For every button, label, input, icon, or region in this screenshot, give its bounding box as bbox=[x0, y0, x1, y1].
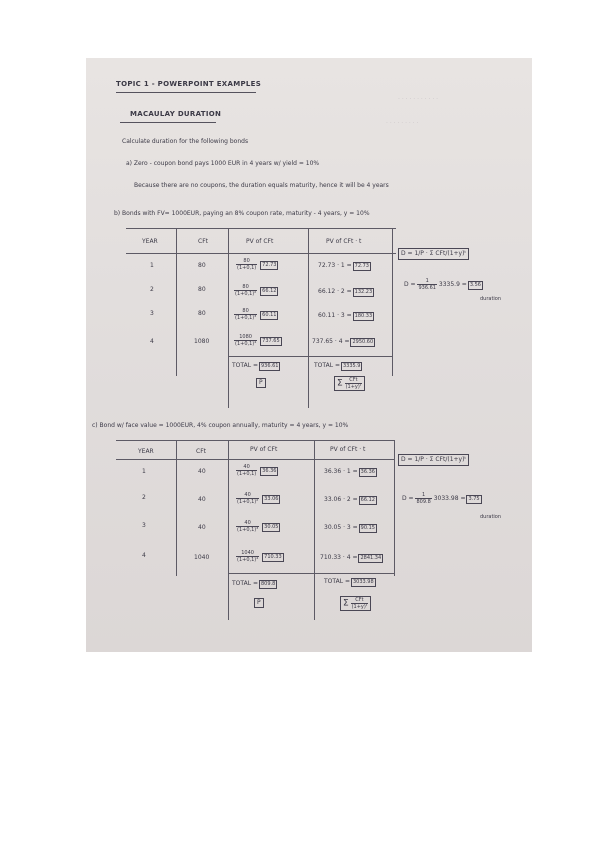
pv-t-cell: 60.11 · 3 = 180.33 bbox=[318, 312, 373, 319]
year-cell: 3 bbox=[150, 310, 154, 317]
pv-cell: $\frac{1040}{\text{(1+0,1)⁴}}$ 710.33 bbox=[237, 550, 282, 563]
duration-calculation: D = $\frac{1}{809.8}$ 3033.98 = 3.75 bbox=[402, 492, 480, 505]
pv-t-value-box: 132.23 bbox=[354, 289, 373, 295]
cf-cell: 80 bbox=[198, 310, 206, 317]
pv-t-value-box: 180.33 bbox=[354, 313, 373, 319]
totals-rule bbox=[228, 356, 392, 357]
pv-cell: $\frac{40}{(1+0,1)}$ 36.36 bbox=[237, 464, 277, 477]
pv-cell: $\frac{80}{\text{(1+0,1)²}}$ 66.12 bbox=[235, 284, 277, 297]
total-pv-t-box: 3033.98 bbox=[352, 579, 374, 585]
duration-result-box: 3.75 bbox=[468, 496, 480, 502]
pv-t-value-box: 72.73 bbox=[354, 263, 369, 269]
duration-result-box: 3.56 bbox=[469, 282, 481, 288]
duration-formula-box: D = 1/P · Σ CFt/(1+y)ᵗ bbox=[398, 454, 469, 466]
table-top-rule bbox=[126, 228, 396, 229]
section-underline bbox=[120, 122, 216, 123]
pv-value-box: 30.05 bbox=[264, 524, 279, 530]
year-cell: 3 bbox=[142, 522, 146, 529]
duration-formula-box: D = 1/P · Σ CFt/(1+y)ᵗ bbox=[398, 248, 469, 260]
pv-t-cell: 737.65 · 4 = 2950.60 bbox=[312, 338, 374, 345]
intro-text: Calculate duration for the following bonds bbox=[122, 138, 249, 145]
pv-t-cell: 36.36 · 1 = 36.36 bbox=[324, 468, 375, 475]
total-pv: TOTAL = 936.61 bbox=[232, 362, 279, 369]
pv-t-value-box: 2841.34 bbox=[360, 555, 382, 561]
bleed-through: · · · · · · · · · bbox=[386, 120, 419, 127]
total-pv-t: TOTAL = 3033.98 bbox=[324, 578, 374, 585]
pv-t-cell: 72.73 · 1 = 72.73 bbox=[318, 262, 369, 269]
header-cf: CFt bbox=[196, 448, 206, 455]
table-header-rule bbox=[126, 253, 396, 254]
pv-cell: $\frac{40}{\text{(1+0,1)³}}$ 30.05 bbox=[237, 520, 279, 533]
cf-cell: 1080 bbox=[194, 338, 210, 345]
table-column-rule bbox=[392, 228, 393, 376]
pv-t-cell: 66.12 · 2 = 132.23 bbox=[318, 288, 373, 295]
pv-value-box: 737.65 bbox=[262, 338, 280, 344]
duration-unit-label: duration bbox=[480, 514, 502, 520]
cf-cell: 1040 bbox=[194, 554, 210, 561]
pv-value-box: 36.36 bbox=[262, 468, 277, 474]
year-cell: 1 bbox=[150, 262, 154, 269]
pv-cell: $\frac{1080}{\text{(1+0,1)⁴}}$ 737.65 bbox=[235, 334, 280, 347]
table-column-rule bbox=[314, 440, 315, 620]
year-cell: 2 bbox=[150, 286, 154, 293]
table-column-rule bbox=[228, 228, 229, 408]
year-cell: 1 bbox=[142, 468, 146, 475]
header-year: YEAR bbox=[138, 448, 154, 455]
part-a-answer: Because there are no coupons, the duration equals maturity, hence it will be 4 years bbox=[134, 182, 389, 189]
price-symbol: P bbox=[256, 378, 266, 388]
pv-t-cell: 710.33 · 4 = 2841.34 bbox=[320, 554, 382, 561]
total-pv-t: TOTAL = 3335.9 bbox=[314, 362, 361, 369]
header-pv: PV of CFt bbox=[246, 238, 274, 245]
sum-formula-box: Σ $\frac{\text{CFt}}{\text{(1+y)ᵗ}}$ bbox=[334, 376, 365, 391]
bleed-through: · · · · · · · · · · · bbox=[398, 96, 439, 103]
pv-t-cell: 30.05 · 3 = 90.15 bbox=[324, 524, 375, 531]
pv-t-value-box: 2950.60 bbox=[352, 339, 374, 345]
table-header-rule bbox=[116, 459, 394, 460]
pv-value-box: 60.11 bbox=[262, 312, 277, 318]
total-pv-t-box: 3335.9 bbox=[342, 363, 361, 369]
table-column-rule bbox=[176, 228, 177, 376]
total-pv-box: 936.61 bbox=[260, 363, 279, 369]
pv-value-box: 72.73 bbox=[262, 262, 277, 268]
pv-cell: $\frac{40}{\text{(1+0,1)²}}$ 33.06 bbox=[237, 492, 279, 505]
table-top-rule bbox=[116, 440, 394, 441]
topic-underline bbox=[116, 92, 256, 93]
cf-cell: 80 bbox=[198, 262, 206, 269]
section-heading: MACAULAY DURATION bbox=[130, 110, 222, 118]
notebook-photo bbox=[86, 58, 532, 652]
total-pv: TOTAL = 809.8 bbox=[232, 580, 276, 587]
header-year: YEAR bbox=[142, 238, 158, 245]
year-cell: 4 bbox=[142, 552, 146, 559]
year-cell: 2 bbox=[142, 494, 146, 501]
pv-t-cell: 33.06 · 2 = 66.12 bbox=[324, 496, 375, 503]
pv-t-value-box: 36.36 bbox=[360, 469, 375, 475]
cf-cell: 40 bbox=[198, 468, 206, 475]
year-cell: 4 bbox=[150, 338, 154, 345]
header-pv-t: PV of CFt · t bbox=[326, 238, 362, 245]
total-pv-box: 809.8 bbox=[260, 581, 276, 587]
table-column-rule bbox=[308, 228, 309, 408]
table-column-rule bbox=[228, 440, 229, 620]
duration-calculation: D = $\frac{1}{936.61}$ 3335.9 = 3.56 bbox=[404, 278, 481, 291]
table-column-rule bbox=[394, 440, 395, 576]
sum-formula-box: Σ $\frac{\text{CFt}}{\text{(1+y)ᵗ}}$ bbox=[340, 596, 371, 611]
pv-value-box: 710.33 bbox=[264, 554, 282, 560]
cf-cell: 40 bbox=[198, 496, 206, 503]
cf-cell: 40 bbox=[198, 524, 206, 531]
pv-t-value-box: 90.15 bbox=[360, 525, 375, 531]
topic-heading: TOPIC 1 - POWERPOINT EXAMPLES bbox=[116, 80, 262, 88]
part-b-question: b) Bonds with FV= 1000EUR, paying an 8% coupon rate, maturity - 4 years, y = 10% bbox=[114, 210, 370, 217]
part-a-question: a) Zero - coupon bond pays 1000 EUR in 4 years w/ yield = 10% bbox=[126, 160, 320, 167]
pv-cell: $\frac{80}{(1+0,1)}$ 72.73 bbox=[237, 258, 277, 271]
header-pv-t: PV of CFt · t bbox=[330, 446, 366, 453]
pv-value-box: 66.12 bbox=[262, 288, 277, 294]
cf-cell: 80 bbox=[198, 286, 206, 293]
pv-value-box: 33.06 bbox=[264, 496, 279, 502]
header-cf: CFt bbox=[198, 238, 208, 245]
header-pv: PV of CFt bbox=[250, 446, 278, 453]
table-column-rule bbox=[176, 440, 177, 576]
pv-t-value-box: 66.12 bbox=[360, 497, 375, 503]
totals-rule bbox=[228, 573, 394, 574]
part-c-question: c) Bond w/ face value = 1000EUR, 4% coupon annually, maturity = 4 years, y = 10% bbox=[92, 422, 349, 429]
pv-cell: $\frac{80}{\text{(1+0,1)³}}$ 60.11 bbox=[235, 308, 277, 321]
price-symbol: P bbox=[254, 598, 264, 608]
duration-unit-label: duration bbox=[480, 296, 502, 302]
